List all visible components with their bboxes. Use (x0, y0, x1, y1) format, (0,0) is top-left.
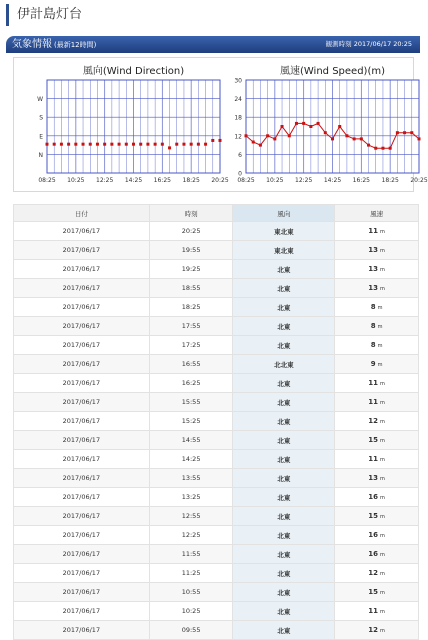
cell-time: 10:25 (149, 602, 233, 621)
cell-time: 17:55 (149, 317, 233, 336)
wind-speed-point (353, 137, 356, 140)
cell-date: 2017/06/17 (14, 431, 150, 450)
cell-date: 2017/06/17 (14, 374, 150, 393)
cell-speed (335, 279, 419, 298)
cell-speed (335, 488, 419, 507)
cell-direction: 北東 (233, 488, 335, 507)
cell-direction: 北東 (233, 602, 335, 621)
cell-direction: 北東 (233, 583, 335, 602)
wind-speed-y-tick-label: 6 (238, 151, 242, 159)
table-row (14, 317, 419, 336)
cell-date: 2017/06/17 (14, 355, 150, 374)
table-row (14, 393, 419, 412)
wind-direction-point (211, 139, 214, 142)
wind-direction-x-tick-label: 20:25 (211, 177, 229, 184)
cell-speed (335, 336, 419, 355)
speed-unit: m (380, 267, 385, 273)
cell-time: 14:25 (149, 450, 233, 469)
table-row (14, 469, 419, 488)
wind-speed-title: 風速(Wind Speed)(m) (279, 66, 386, 77)
cell-date: 2017/06/17 (14, 298, 150, 317)
wind-speed-x-tick-label: 16:25 (352, 177, 370, 184)
wind-speed-point (331, 137, 334, 140)
cell-direction: 北東 (233, 526, 335, 545)
table-row (14, 355, 419, 374)
wind-speed-point (317, 122, 320, 125)
cell-direction: 北東 (233, 469, 335, 488)
header-time: 時刻 (149, 205, 233, 222)
wind-speed-point (403, 131, 406, 134)
wind-speed-y-tick-label: 0 (238, 170, 242, 178)
wind-direction-x-tick-label: 16:25 (153, 177, 171, 184)
speed-unit: m (380, 419, 385, 425)
table-row (14, 564, 419, 583)
speed-value: 13 (368, 265, 379, 273)
wind-speed-point (245, 134, 248, 137)
wind-speed-point (381, 147, 384, 150)
table-row (14, 526, 419, 545)
speed-unit: m (380, 628, 385, 634)
speed-unit: m (380, 457, 385, 463)
cell-date: 2017/06/17 (14, 488, 150, 507)
cell-speed (335, 526, 419, 545)
wind-speed-y-tick-label: 18 (234, 114, 242, 122)
header-speed: 風速 (335, 205, 419, 222)
cell-date: 2017/06/17 (14, 469, 150, 488)
speed-unit: m (377, 362, 383, 368)
wind-direction-point (154, 143, 157, 146)
cell-date: 2017/06/17 (14, 602, 150, 621)
speed-value: 15 (368, 512, 379, 520)
cell-time: 19:55 (149, 241, 233, 260)
cell-time: 09:55 (149, 621, 233, 640)
wind-direction-x-tick-label: 18:25 (182, 177, 200, 184)
cell-time: 12:25 (149, 526, 233, 545)
speed-value: 16 (368, 550, 379, 558)
wind-direction-point (110, 143, 113, 146)
cell-time: 12:55 (149, 507, 233, 526)
header-direction: 風向 (233, 205, 335, 222)
speed-value: 11 (368, 227, 379, 235)
speed-value: 11 (368, 607, 379, 615)
wind-direction-point (190, 143, 193, 146)
cell-speed (335, 298, 419, 317)
speed-value: 13 (368, 284, 379, 292)
cell-time: 11:55 (149, 545, 233, 564)
wind-direction-point (161, 143, 164, 146)
speed-value: 13 (368, 246, 379, 254)
speed-value: 11 (368, 379, 379, 387)
wind-direction-x-tick-label: 12:25 (96, 177, 114, 184)
speed-unit: m (380, 400, 385, 406)
cell-date: 2017/06/17 (14, 317, 150, 336)
header-date: 日付 (14, 205, 150, 222)
speed-value: 9 (370, 360, 376, 368)
speed-value: 13 (368, 474, 379, 482)
cell-time: 20:25 (149, 222, 233, 241)
cell-time: 14:55 (149, 431, 233, 450)
cell-speed (335, 412, 419, 431)
speed-unit: m (380, 609, 385, 615)
wind-speed-point (266, 134, 269, 137)
wind-direction-point (82, 143, 85, 146)
wind-speed-point (360, 137, 363, 140)
wind-direction-point (53, 143, 56, 146)
wind-direction-point (125, 143, 128, 146)
table-row (14, 336, 419, 355)
cell-speed (335, 241, 419, 260)
wind-speed-point (302, 122, 305, 125)
speed-unit: m (380, 552, 385, 558)
wind-speed-y-tick-label: 30 (234, 77, 242, 85)
table-row (14, 545, 419, 564)
cell-speed (335, 469, 419, 488)
cell-time: 13:25 (149, 488, 233, 507)
observation-time (326, 36, 412, 53)
cell-direction: 北東 (233, 564, 335, 583)
speed-value: 15 (368, 588, 379, 596)
cell-direction: 北東 (233, 412, 335, 431)
section-title: 気象情報 (12, 39, 52, 50)
wind-direction-x-tick-label: 10:25 (67, 177, 85, 184)
speed-unit: m (380, 571, 385, 577)
table-row (14, 374, 419, 393)
wind-direction-point (96, 143, 99, 146)
cell-speed (335, 602, 419, 621)
wind-direction-point (74, 143, 77, 146)
table-row (14, 222, 419, 241)
cell-time: 10:55 (149, 583, 233, 602)
cell-date: 2017/06/17 (14, 393, 150, 412)
cell-time: 16:25 (149, 374, 233, 393)
wind-speed-point (338, 125, 341, 128)
table-row (14, 602, 419, 621)
speed-unit: m (377, 324, 383, 330)
wind-speed-x-tick-label: 20:25 (410, 177, 428, 184)
speed-unit: m (380, 381, 385, 387)
speed-unit: m (380, 533, 385, 539)
wind-direction-y-tick-label: E (39, 133, 43, 141)
cell-direction: 北東 (233, 260, 335, 279)
wind-speed-point (295, 122, 298, 125)
wind-speed-point (252, 141, 255, 144)
wind-direction-point (60, 143, 63, 146)
wind-speed-point (273, 137, 276, 140)
wind-speed-y-tick-label: 24 (234, 96, 242, 104)
table-row (14, 488, 419, 507)
cell-date: 2017/06/17 (14, 222, 150, 241)
cell-time: 15:55 (149, 393, 233, 412)
cell-date: 2017/06/17 (14, 260, 150, 279)
table-row (14, 412, 419, 431)
wind-direction-point (118, 143, 121, 146)
speed-value: 11 (368, 455, 379, 463)
wind-direction-point (197, 143, 200, 146)
wind-speed-point (418, 137, 421, 140)
cell-direction: 北東 (233, 450, 335, 469)
wind-direction-y-tick-label: W (37, 96, 43, 104)
cell-direction: 北東 (233, 621, 335, 640)
wind-speed-point (345, 134, 348, 137)
page-title: 伊計島灯台 (6, 4, 424, 26)
table-row (14, 260, 419, 279)
cell-date: 2017/06/17 (14, 621, 150, 640)
cell-date: 2017/06/17 (14, 241, 150, 260)
observed-time-value: 2017/06/17 20:25 (353, 40, 412, 48)
charts-svg (14, 58, 428, 193)
wind-direction-y-tick-label: N (38, 151, 43, 159)
wind-direction-x-tick-label: 08:25 (38, 177, 56, 184)
speed-value: 8 (370, 303, 376, 311)
wind-speed-point (259, 144, 262, 147)
table-row (14, 583, 419, 602)
wind-speed-y-tick-label: 12 (234, 133, 242, 141)
cell-date: 2017/06/17 (14, 526, 150, 545)
wind-direction-x-tick-label: 14:25 (124, 177, 143, 184)
cell-speed (335, 260, 419, 279)
speed-unit: m (380, 495, 385, 501)
wind-speed-x-tick-label: 08:25 (237, 177, 255, 184)
wind-direction-point (132, 143, 135, 146)
cell-speed (335, 317, 419, 336)
wind-speed-x-tick-label: 14:25 (323, 177, 342, 184)
cell-direction: 北東 (233, 336, 335, 355)
speed-unit: m (380, 476, 385, 482)
cell-speed (335, 621, 419, 640)
cell-speed (335, 545, 419, 564)
cell-date: 2017/06/17 (14, 450, 150, 469)
cell-date: 2017/06/17 (14, 507, 150, 526)
table-row (14, 507, 419, 526)
cell-speed (335, 222, 419, 241)
cell-speed (335, 450, 419, 469)
speed-value: 12 (368, 569, 379, 577)
table-header-row (14, 205, 419, 222)
table-row (14, 279, 419, 298)
wind-direction-point (46, 143, 49, 146)
weather-section-header (6, 36, 420, 53)
cell-date: 2017/06/17 (14, 279, 150, 298)
speed-value: 11 (368, 398, 379, 406)
charts-panel (13, 57, 428, 192)
wind-speed-point (389, 147, 392, 150)
wind-direction-point (146, 143, 149, 146)
cell-speed (335, 431, 419, 450)
cell-direction: 北北東 (233, 355, 335, 374)
cell-speed (335, 355, 419, 374)
cell-date: 2017/06/17 (14, 545, 150, 564)
speed-value: 12 (368, 626, 379, 634)
cell-direction: 北東 (233, 279, 335, 298)
cell-direction: 北東 (233, 317, 335, 336)
wind-speed-point (309, 125, 312, 128)
table-row (14, 241, 419, 260)
wind-direction-point (139, 143, 142, 146)
cell-direction: 北東 (233, 507, 335, 526)
speed-unit: m (380, 514, 385, 520)
wind-direction-point (182, 143, 185, 146)
cell-speed (335, 583, 419, 602)
cell-speed (335, 393, 419, 412)
wind-direction-point (175, 143, 178, 146)
wind-speed-point (374, 147, 377, 150)
cell-time: 16:55 (149, 355, 233, 374)
wind-direction-point (204, 143, 207, 146)
speed-value: 16 (368, 493, 379, 501)
cell-time: 19:25 (149, 260, 233, 279)
cell-date: 2017/06/17 (14, 412, 150, 431)
wind-speed-point (288, 134, 291, 137)
speed-value: 8 (370, 341, 376, 349)
speed-unit: m (377, 343, 383, 349)
speed-value: 15 (368, 436, 379, 444)
cell-time: 18:25 (149, 298, 233, 317)
cell-date: 2017/06/17 (14, 583, 150, 602)
observed-label: 観測時刻 (325, 40, 352, 48)
table-row (14, 450, 419, 469)
speed-unit: m (380, 590, 385, 596)
speed-unit: m (380, 248, 385, 254)
cell-direction: 北東 (233, 374, 335, 393)
speed-value: 16 (368, 531, 379, 539)
cell-speed (335, 374, 419, 393)
cell-time: 17:25 (149, 336, 233, 355)
wind-direction-title: 風向(Wind Direction) (82, 66, 185, 77)
wind-speed-point (396, 131, 399, 134)
cell-speed (335, 564, 419, 583)
cell-speed (335, 507, 419, 526)
table-row (14, 431, 419, 450)
table-row (14, 298, 419, 317)
cell-direction: 東北東 (233, 241, 335, 260)
cell-time: 15:25 (149, 412, 233, 431)
wind-speed-x-tick-label: 10:25 (266, 177, 284, 184)
cell-date: 2017/06/17 (14, 336, 150, 355)
wind-speed-point (281, 125, 284, 128)
speed-value: 8 (370, 322, 376, 330)
table-row (14, 621, 419, 640)
wind-direction-point (67, 143, 70, 146)
wind-speed-point (410, 131, 413, 134)
cell-direction: 北東 (233, 298, 335, 317)
speed-unit: m (380, 286, 385, 292)
speed-unit: m (377, 305, 383, 311)
wind-speed-point (367, 144, 370, 147)
wind-direction-y-tick-label: S (39, 114, 43, 122)
cell-time: 11:25 (149, 564, 233, 583)
speed-unit: m (380, 438, 385, 444)
wind-speed-x-tick-label: 12:25 (295, 177, 313, 184)
wind-direction-point (168, 146, 171, 149)
cell-direction: 北東 (233, 393, 335, 412)
cell-date: 2017/06/17 (14, 564, 150, 583)
cell-direction: 北東 (233, 545, 335, 564)
speed-value: 12 (368, 417, 379, 425)
wind-direction-point (219, 139, 222, 142)
cell-time: 18:55 (149, 279, 233, 298)
wind-data-table (13, 204, 419, 640)
cell-direction: 東北東 (233, 222, 335, 241)
section-subtitle: (最新12時間) (54, 41, 97, 49)
wind-direction-point (89, 143, 92, 146)
wind-speed-x-tick-label: 18:25 (381, 177, 399, 184)
cell-time: 13:55 (149, 469, 233, 488)
wind-speed-point (324, 131, 327, 134)
table-body (14, 222, 419, 640)
wind-direction-point (103, 143, 106, 146)
speed-unit: m (380, 229, 385, 235)
cell-direction: 北東 (233, 431, 335, 450)
